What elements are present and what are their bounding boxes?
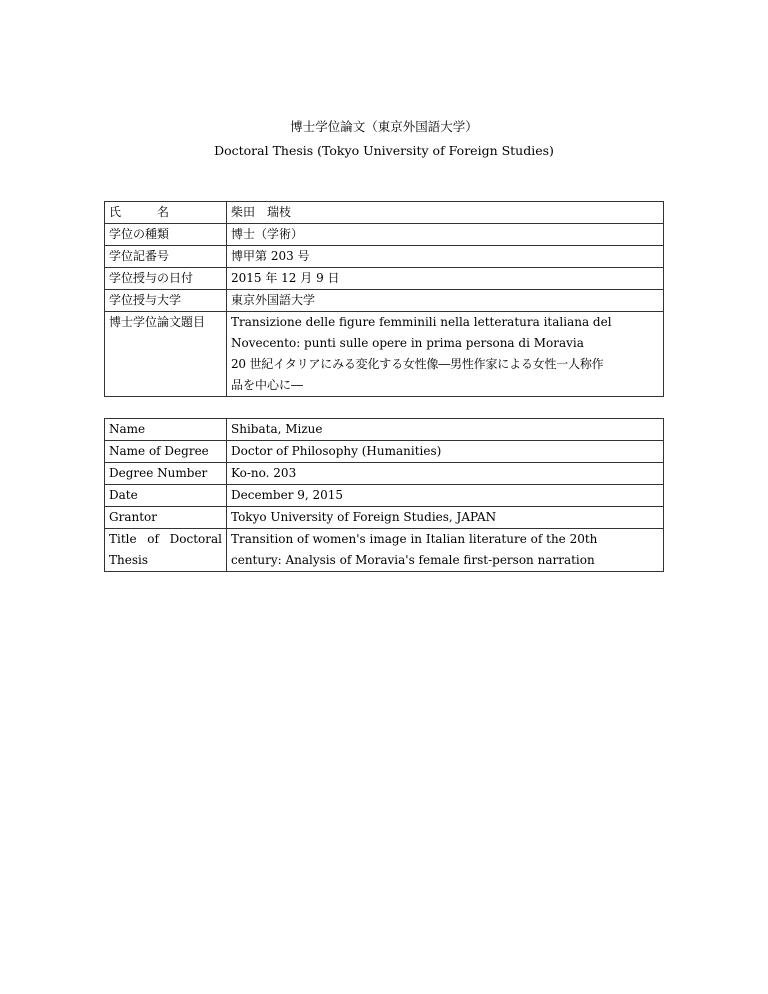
degree-name-label: Name of Degree <box>105 441 227 463</box>
university-value: 東京外国語大学 <box>227 290 664 312</box>
degree-type-value: 博士（学術） <box>227 224 664 246</box>
table-row <box>105 485 664 507</box>
thesis-title-line: century: Analysis of Moravia's female first-person narration <box>231 553 595 567</box>
name-value: Shibata, Mizue <box>227 419 664 441</box>
degree-number-label: 学位記番号 <box>105 246 227 268</box>
grantor-value: Tokyo University of Foreign Studies, JAPAN <box>227 507 664 529</box>
thesis-title-line: Novecento: punti sulle opere in prima persona di Moravia <box>231 336 584 350</box>
thesis-title-line: 品を中心に― <box>231 378 304 392</box>
thesis-title-value <box>227 529 664 572</box>
name-label: 氏 名 <box>105 202 227 224</box>
table-row <box>105 290 664 312</box>
name-value: 柴田 瑞枝 <box>227 202 664 224</box>
thesis-title-label: Title of Doctoral Thesis <box>105 529 227 572</box>
table-row <box>105 224 664 246</box>
table-row <box>105 419 664 441</box>
conferral-date-value: 2015 年 12 月 9 日 <box>227 268 664 290</box>
table-row <box>105 246 664 268</box>
japanese-info-table <box>104 201 664 397</box>
date-value: December 9, 2015 <box>227 485 664 507</box>
thesis-title-line: Transition of women's image in Italian literature of the 20th <box>231 532 598 546</box>
conferral-date-label: 学位授与の日付 <box>105 268 227 290</box>
table-row <box>105 463 664 485</box>
thesis-title-line: Transizione delle figure femminili nella letteratura italiana del <box>231 315 612 329</box>
degree-number-value: 博甲第 203 号 <box>227 246 664 268</box>
english-info-table <box>104 418 664 572</box>
degree-name-value: Doctor of Philosophy (Humanities) <box>227 441 664 463</box>
grantor-label: Grantor <box>105 507 227 529</box>
table-row <box>105 507 664 529</box>
thesis-title-english: Doctoral Thesis (Tokyo University of Foreign Studies) <box>214 143 554 158</box>
thesis-title-line: 20 世紀イタリアにみる変化する女性像―男性作家による女性一人称作 <box>231 357 604 371</box>
degree-number-label: Degree Number <box>105 463 227 485</box>
degree-type-label: 学位の種類 <box>105 224 227 246</box>
degree-number-value: Ko-no. 203 <box>227 463 664 485</box>
table-row <box>105 312 664 397</box>
thesis-title-label: 博士学位論文題目 <box>105 312 227 397</box>
university-label: 学位授与大学 <box>105 290 227 312</box>
thesis-title-value <box>227 312 664 397</box>
table-row <box>105 441 664 463</box>
thesis-title-japanese: 博士学位論文（東京外国語大学） <box>290 119 478 134</box>
table-row <box>105 268 664 290</box>
table-row <box>105 529 664 572</box>
name-label: Name <box>105 419 227 441</box>
table-row <box>105 202 664 224</box>
date-label: Date <box>105 485 227 507</box>
